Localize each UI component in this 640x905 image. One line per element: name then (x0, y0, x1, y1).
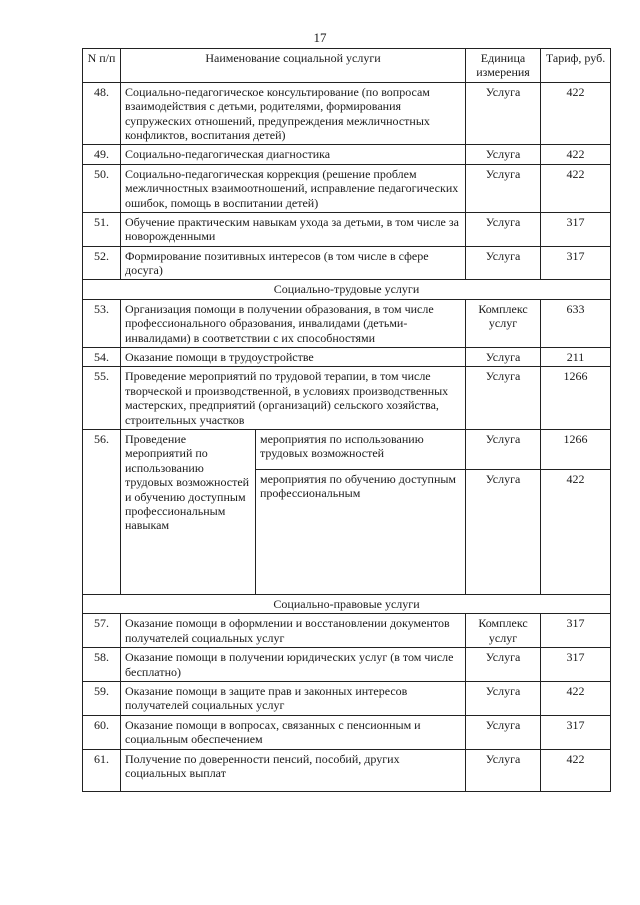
row-tariff: 317 (541, 246, 611, 280)
table-row (83, 246, 611, 280)
row-tariff: 422 (541, 681, 611, 715)
row-name: Оказание помощи в трудоустройстве (121, 348, 466, 367)
table-row (83, 749, 611, 791)
row-tariff: 422 (541, 145, 611, 164)
header-unit: Единица измерения (466, 49, 541, 83)
row-tariff: 317 (541, 715, 611, 749)
table-row (83, 348, 611, 367)
header-name: Наименование социальной услуги (121, 49, 466, 83)
row-name: Проведение мероприятий по трудовой терапии, в том числе творческой и производственной, в условиях производственных мастерских, предприятий (организаций) сельского хозяйства, строительных участков (121, 367, 466, 430)
row-tariff: 1266 (541, 367, 611, 430)
table-row (83, 212, 611, 246)
section-header-row (83, 280, 611, 299)
row-tariff: 317 (541, 614, 611, 648)
row-num: 60. (83, 715, 121, 749)
header-num: N п/п (83, 49, 121, 83)
row-num: 56. (83, 429, 121, 594)
table-row (83, 299, 611, 347)
row-name: Социально-педагогическая коррекция (решение проблем межличностных взаимоотношений, исправление педагогических ошибок, помощь в воспитании детей) (121, 164, 466, 212)
table-row (83, 82, 611, 145)
row-tariff: 317 (541, 648, 611, 682)
row-name: Обучение практическим навыкам ухода за детьми, в том числе за новорожденными (121, 212, 466, 246)
tariff-table (82, 48, 611, 792)
header-tariff: Тариф, руб. (541, 49, 611, 83)
row-num: 52. (83, 246, 121, 280)
row-name: Организация помощи в получении образования, в том числе профессионального образования, инвалидами (детьми-инвалидами) в соответствии с их способностями (121, 299, 466, 347)
row-tariff: 422 (541, 82, 611, 145)
row-unit: Услуга (466, 681, 541, 715)
table-row (83, 648, 611, 682)
table-row (83, 145, 611, 164)
row-num: 51. (83, 212, 121, 246)
table-row (83, 429, 611, 469)
row-num: 61. (83, 749, 121, 791)
row-name: Оказание помощи в оформлении и восстановлении документов получателей социальных услуг (121, 614, 466, 648)
row-name: Получение по доверенности пенсий, пособий, других социальных выплат (121, 749, 466, 791)
row-unit: Услуга (466, 246, 541, 280)
page-number: 17 (313, 30, 327, 45)
row-num: 54. (83, 348, 121, 367)
row-tariff: 422 (541, 164, 611, 212)
row-name: Оказание помощи в вопросах, связанных с пенсионным и социальным обеспечением (121, 715, 466, 749)
row-name: Формирование позитивных интересов (в том числе в сфере досуга) (121, 246, 466, 280)
row-tariff: 422 (541, 749, 611, 791)
row-num: 48. (83, 82, 121, 145)
row-unit: Услуга (466, 212, 541, 246)
row-num: 53. (83, 299, 121, 347)
row-tariff: 1266 (541, 429, 611, 469)
row-tariff: 422 (541, 469, 611, 594)
row-name: Проведение мероприятий по использованию трудовых возможностей и обучению доступным профессиональным навыкам (121, 429, 256, 594)
table-row (83, 681, 611, 715)
section-header-row (83, 594, 611, 613)
row-unit: Комплекс услуг (466, 614, 541, 648)
row-unit: Услуга (466, 82, 541, 145)
row-num: 57. (83, 614, 121, 648)
row-unit: Услуга (466, 469, 541, 594)
row-unit: Услуга (466, 648, 541, 682)
row-name: Социально-педагогическая диагностика (121, 145, 466, 164)
table-row (83, 367, 611, 430)
row-unit: Услуга (466, 348, 541, 367)
row-subname: мероприятия по обучению доступным профессиональным (256, 469, 466, 594)
row-subname: мероприятия по использованию трудовых возможностей (256, 429, 466, 469)
row-name: Оказание помощи в получении юридических услуг (в том числе бесплатно) (121, 648, 466, 682)
row-unit: Услуга (466, 429, 541, 469)
row-name: Оказание помощи в защите прав и законных интересов получателей социальных услуг (121, 681, 466, 715)
row-tariff: 633 (541, 299, 611, 347)
row-unit: Комплекс услуг (466, 299, 541, 347)
row-tariff: 211 (541, 348, 611, 367)
row-tariff: 317 (541, 212, 611, 246)
row-num: 58. (83, 648, 121, 682)
row-unit: Услуга (466, 145, 541, 164)
row-unit: Услуга (466, 749, 541, 791)
table-row (83, 164, 611, 212)
section-title-legal: Социально-правовые услуги (83, 594, 611, 613)
table-header-row (83, 49, 611, 83)
row-unit: Услуга (466, 164, 541, 212)
row-unit: Услуга (466, 367, 541, 430)
row-num: 49. (83, 145, 121, 164)
section-title-labor: Социально-трудовые услуги (83, 280, 611, 299)
row-num: 55. (83, 367, 121, 430)
row-num: 59. (83, 681, 121, 715)
row-num: 50. (83, 164, 121, 212)
table-row (83, 715, 611, 749)
row-unit: Услуга (466, 715, 541, 749)
table-row (83, 614, 611, 648)
row-name: Социально-педагогическое консультирование (по вопросам взаимодействия с детьми, родителями, формирования супружеских отношений, предупреждения межличностных конфликтов, воспитания детей) (121, 82, 466, 145)
